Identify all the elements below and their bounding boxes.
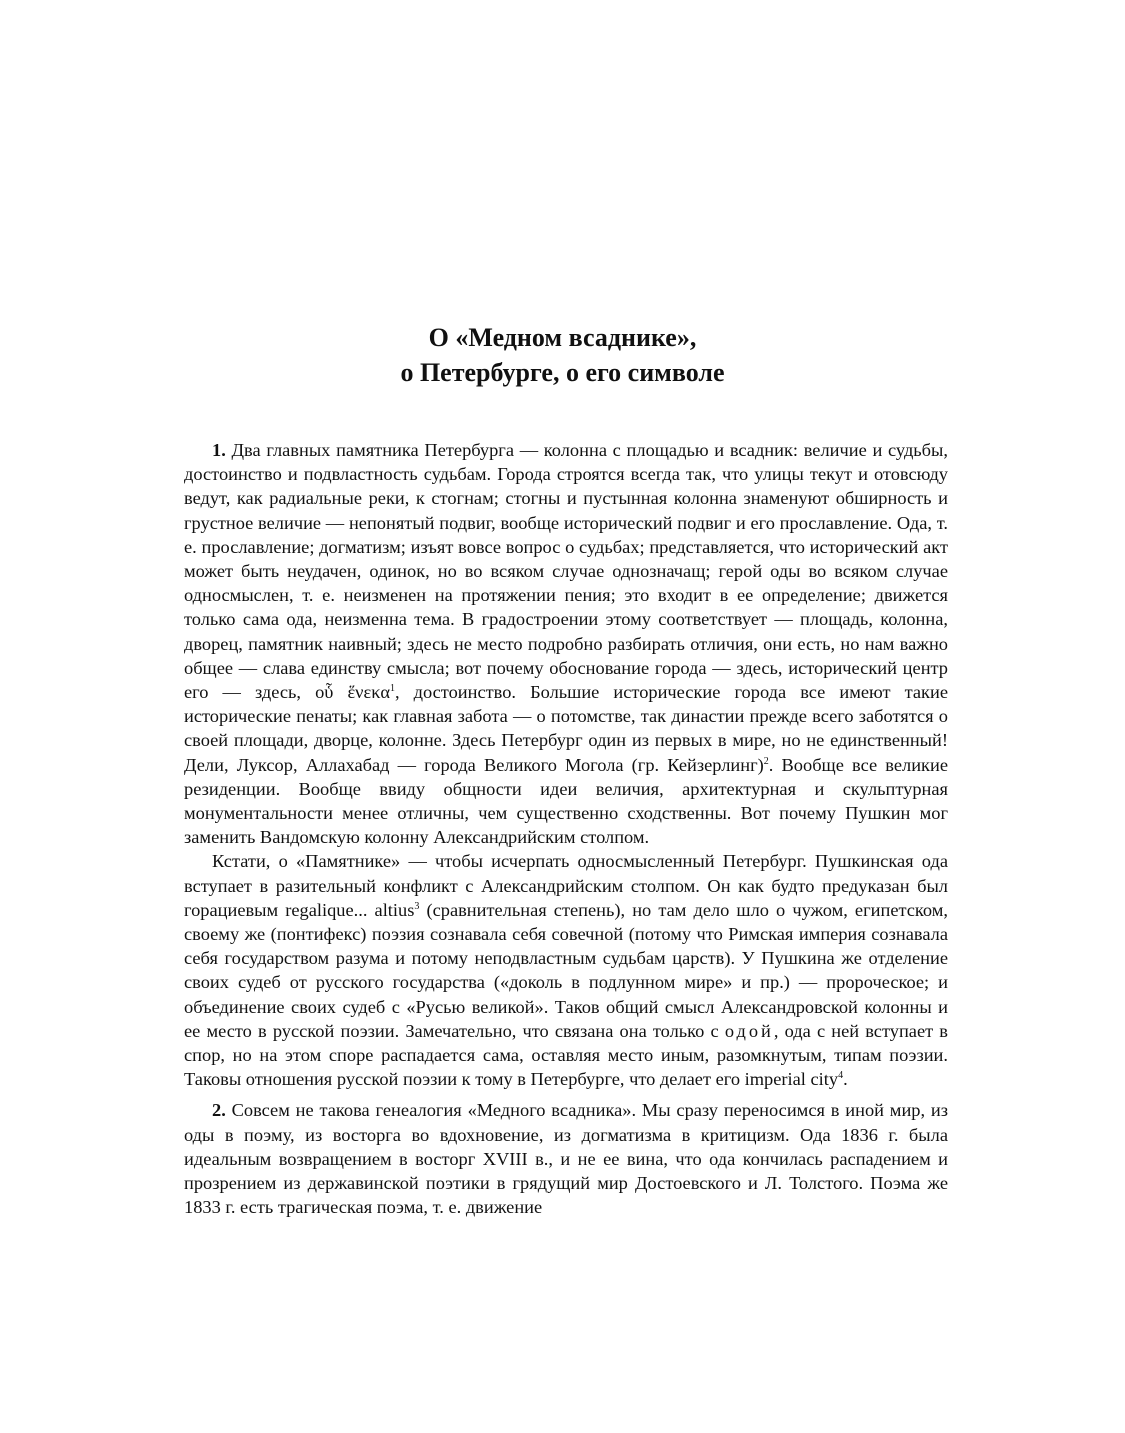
footnote-marker: 1	[389, 682, 395, 694]
paragraph-section-1	[184, 438, 948, 849]
chapter-title-line-2: о Петербурге, о его символе	[400, 358, 725, 387]
body-text	[184, 438, 948, 1220]
paragraph-text: .	[843, 1069, 848, 1090]
emphasized-word: одой	[724, 1020, 774, 1041]
paragraph-text: , ода с ней вступает в спор, но на этом споре распадается сама, оставляя место иным, разомкнутым, типам поэзии. Таковы отношения русской поэзии к тому в Петербурге, что делает его imperial city	[184, 1020, 948, 1090]
section-number: 1.	[212, 440, 226, 460]
paragraph-text: Кстати, о «Памятнике» — чтобы исчерпать односмысленный Петербург. Пушкинская ода вступает в разительный конфликт с Александрийским столпом. Он как будто предуказан был горациевым regalique... altius	[184, 851, 948, 920]
paragraph-text: Совсем не такова генеалогия «Медного всадника». Мы сразу переносимся в иной мир, из оды в поэму, из восторга во вдохновение, из догматизма в критицизм. Ода 1836 г. была идеальным возвращением в восторг XVIII в., и не ее вина, что ода кончилась распадением и прозрением из державинской поэтики в грядущий мир Достоевского и Л. Толстого. Поэма же 1833 г. есть трагическая поэма, т. е. движение	[184, 1100, 948, 1218]
footnote-marker: 2	[763, 755, 769, 767]
footnote-marker: 3	[414, 900, 420, 912]
chapter-title	[0, 320, 1125, 390]
section-number: 2.	[212, 1100, 226, 1121]
footnote-marker: 4	[838, 1070, 844, 1082]
paragraph-text: . Вообще все великие резиденции. Вообще ввиду общности идеи величия, архитектурная и скульптурная монументальности менее отличны, чем существенно сходственны. Вот почему Пушкин мог заменить Вандомскую колонну Александрийским столпом.	[184, 754, 948, 848]
paragraph-text: , достоинство. Большие исторические города все имеют такие исторические пенаты; как главная забота — о потомстве, так династии прежде всего заботятся о своей площади, дворце, колонне. Здесь Петербург один из первых в мире, но не единственный! Дели, Луксор, Аллахабад — города Великого Могола (гр. Кейзерлинг)	[184, 682, 948, 775]
paragraph-text: Два главных памятника Петербурга — колонна с площадью и всадник: величие и судьбы, достоинство и подвластность судьбам. Города строятся всегда так, что улицы текут и отовсюду ведут, как радиальные реки, к стогнам; стогны и пустынная колонна знаменуют обширность и грустное величие — непонятый подвиг, вообще исторический подвиг и его прославление. Ода, т. е. прославление; догматизм; изъят вовсе вопрос о судьбах; представляется, что исторический акт может быть неудачен, одинок, но во всяком случае однозначащ; герой оды во всяком случае односмыслен, т. е. неизменен на протяжении пения; это входит в ее определение; движется только сама ода, неизменна тема. В градостроении этому соответствует — площадь, колонна, дворец, памятник наивный; здесь не место подробно разбирать отличия, они есть, но нам важно общее — слава единству смысла; вот почему обоснование города — здесь, исторический центр его — здесь, οὗ ἕνεκα	[184, 440, 948, 703]
paragraph-pamyatnik	[184, 849, 948, 1091]
paragraph-text: (сравнительная степень), но там дело шло о чужом, египетском, своему же (понтифекс) поэзия сознавала себя совечной (потому что Римская империя сознавала себя государством разума и потому неподвластным судьбам царств). У Пушкина же отделение своих судеб от русского государства («доколь в подлунном мире» и пр.) — пророческое; и объединение своих судеб с «Русью великой». Таков общий смысл Александровской колонны и ее место в русской поэзии. Замечательно, что связана она только с	[184, 899, 948, 1041]
paragraph-section-2	[184, 1098, 948, 1219]
chapter-title-line-1: О «Медном всаднике»,	[428, 323, 697, 352]
